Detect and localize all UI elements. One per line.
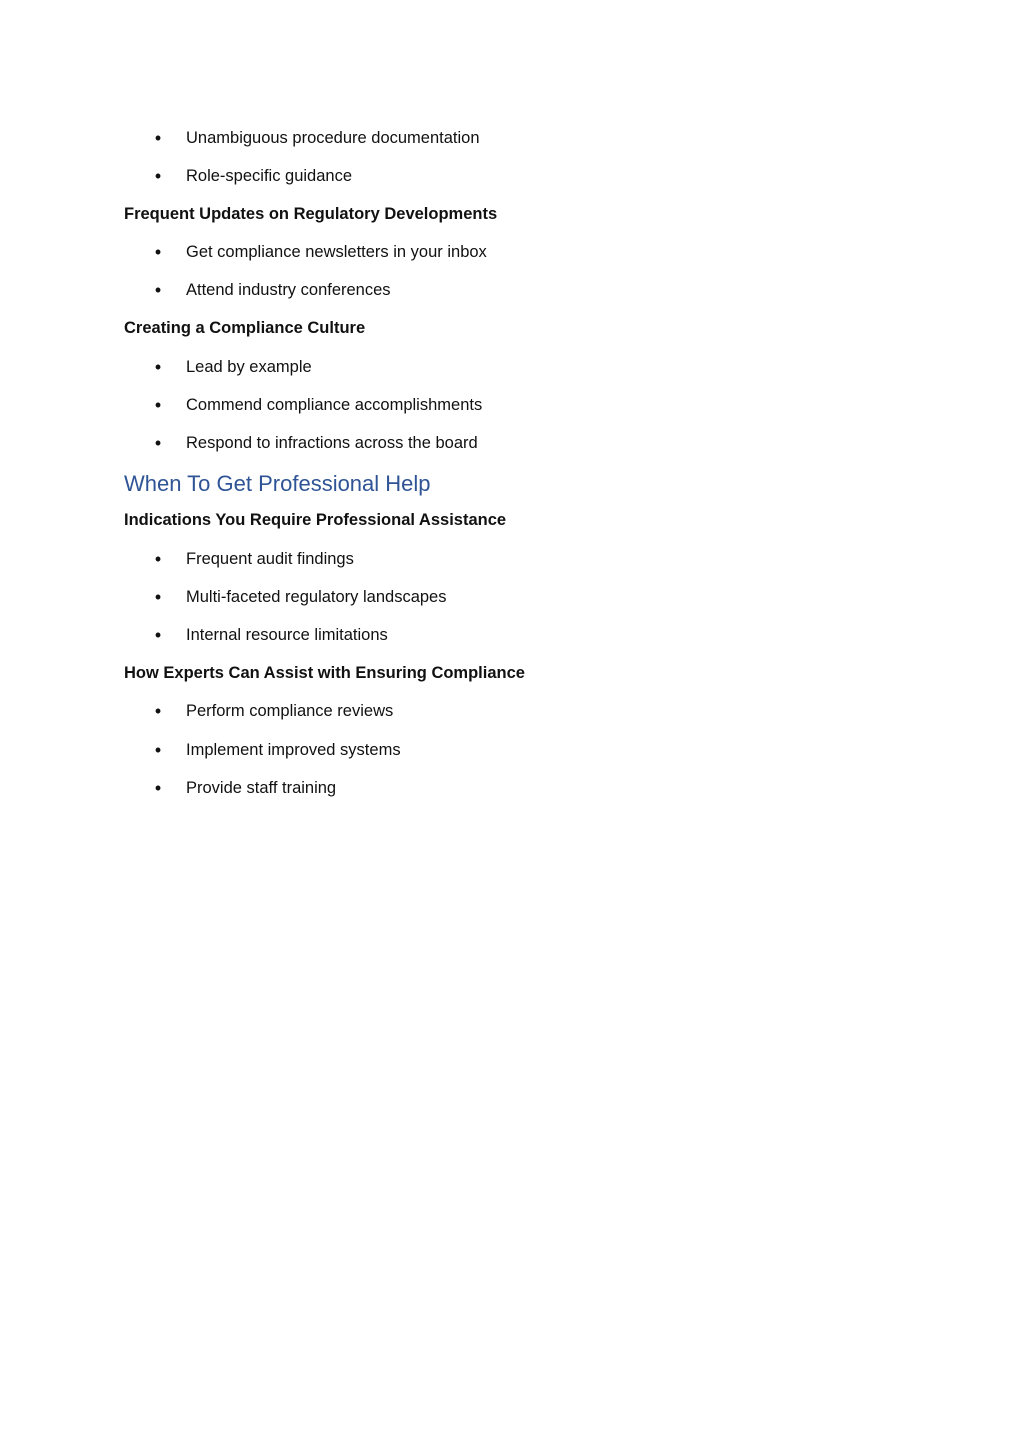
list-item: Commend compliance accomplishments — [186, 396, 483, 414]
list-item: Perform compliance reviews — [186, 702, 394, 720]
list-item: Get compliance newsletters in your inbox — [186, 243, 487, 261]
list-item: Internal resource limitations — [186, 626, 388, 644]
list-item: Unambiguous procedure documentation — [186, 129, 480, 147]
subheading-experts: How Experts Can Assist with Ensuring Compliance — [124, 664, 525, 682]
bullet-icon: • — [154, 587, 162, 607]
bullet-icon: • — [154, 625, 162, 645]
bullet-icon: • — [154, 433, 162, 453]
subheading-culture: Creating a Compliance Culture — [124, 319, 366, 337]
bullet-icon: • — [154, 242, 162, 262]
bullet-icon: • — [154, 778, 162, 798]
bullet-icon: • — [154, 357, 162, 377]
section-heading-professional-help: When To Get Professional Help — [124, 471, 431, 496]
bullet-icon: • — [154, 701, 162, 721]
bullet-icon: • — [154, 740, 162, 760]
list-item: Provide staff training — [186, 779, 337, 797]
subheading-updates: Frequent Updates on Regulatory Developments — [124, 205, 498, 223]
bullet-icon: • — [154, 128, 162, 148]
bullet-icon: • — [154, 549, 162, 569]
list-item: Respond to infractions across the board — [186, 434, 478, 452]
subheading-indications: Indications You Require Professional Assistance — [124, 511, 507, 529]
list-item: Frequent audit findings — [186, 550, 354, 568]
list-item: Attend industry conferences — [186, 281, 391, 299]
list-item: Lead by example — [186, 358, 312, 376]
list-item: Multi-faceted regulatory landscapes — [186, 588, 447, 606]
list-item: Implement improved systems — [186, 741, 401, 759]
bullet-icon: • — [154, 395, 162, 415]
list-item: Role-specific guidance — [186, 167, 353, 185]
bullet-icon: • — [154, 166, 162, 186]
bullet-icon: • — [154, 280, 162, 300]
